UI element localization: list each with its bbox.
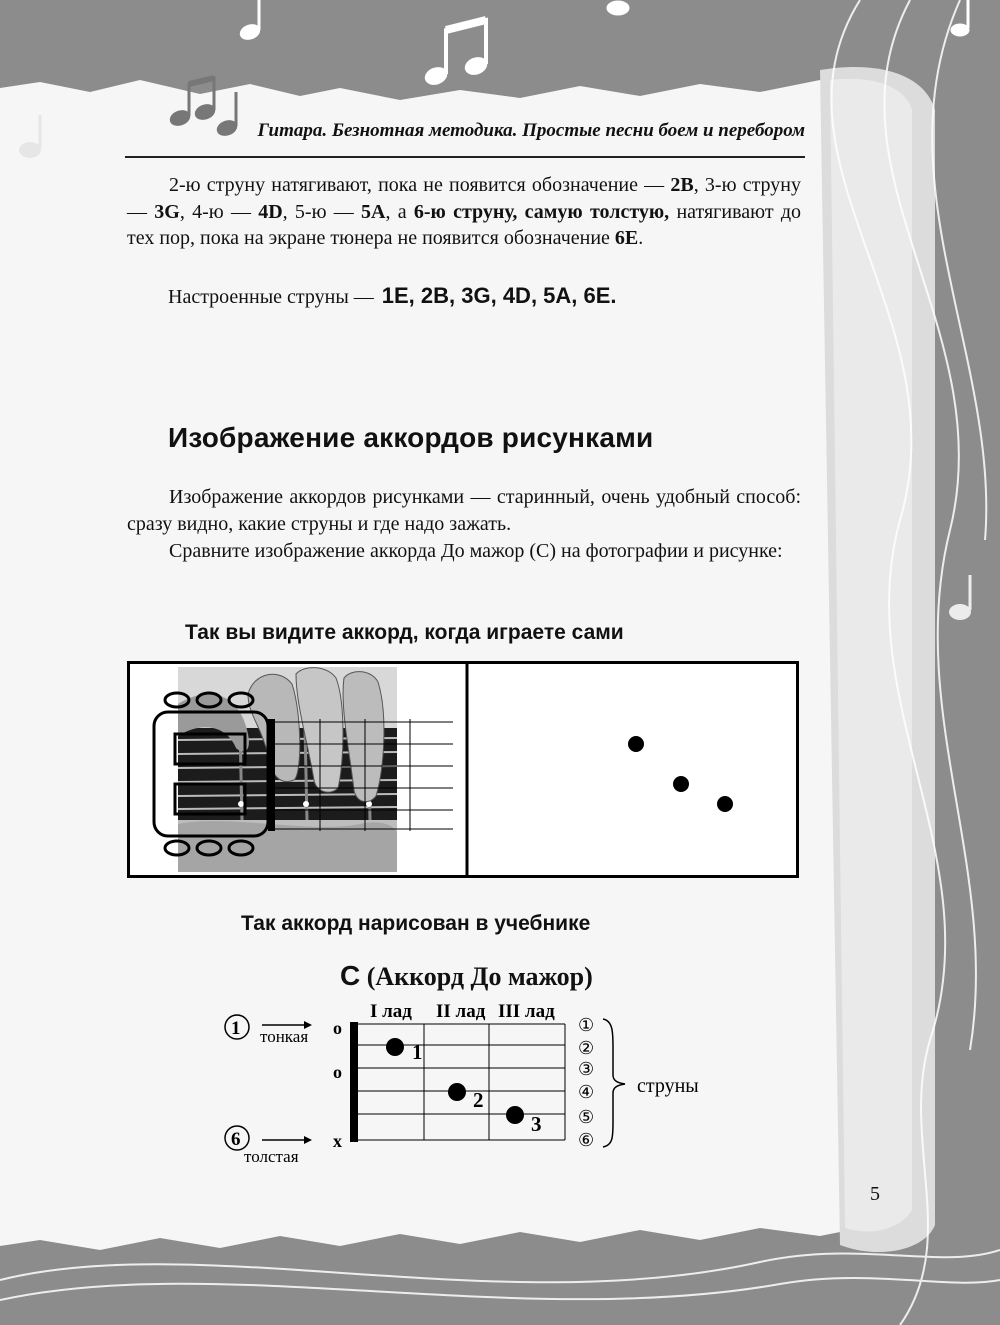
chord-title-rest: (Аккорд До мажор) xyxy=(360,962,593,991)
tuned-strings-label: Настроенные струны — xyxy=(168,286,374,308)
chord-comparison-box xyxy=(127,661,799,878)
finger-number-2: 2 xyxy=(473,1088,484,1112)
chord-nut xyxy=(350,1022,358,1142)
page-number: 5 xyxy=(870,1183,880,1205)
head-diagram-dots xyxy=(628,736,733,812)
finger-dot-1 xyxy=(386,1038,404,1056)
string-number-5: ⑤ xyxy=(578,1107,595,1127)
caption-player-view: Так вы видите аккорд, когда играете сами xyxy=(185,621,624,644)
chord-title xyxy=(340,960,593,992)
fret-label-2: II лад xyxy=(436,1001,486,1022)
header-divider xyxy=(125,156,805,158)
open-mark-1: о xyxy=(333,1018,342,1038)
finger-dot-3 xyxy=(506,1106,524,1124)
string-number-2: ② xyxy=(578,1038,595,1058)
caption-textbook-view: Так аккорд нарисован в учебнике xyxy=(241,912,591,935)
string-thick-label: толстая xyxy=(244,1147,299,1166)
mute-mark-6: х xyxy=(333,1131,342,1151)
finger-number-1: 1 xyxy=(412,1040,423,1064)
string-number-3: ③ xyxy=(578,1059,595,1079)
string-number-1: ① xyxy=(578,1015,595,1035)
strings-label: струны xyxy=(637,1075,699,1097)
section-paragraph-1: Изображение аккордов рисунками — старинный, очень удобный способ: сразу видно, какие струны и где надо зажать. xyxy=(127,486,801,535)
string-thick-number: 6 xyxy=(231,1129,241,1150)
chord-name: C xyxy=(340,960,361,991)
fret-label-3: III лад xyxy=(498,1001,555,1022)
fret-label-1: I лад xyxy=(370,1001,412,1022)
string-thin-number: 1 xyxy=(231,1018,241,1039)
strings-brace xyxy=(603,1019,625,1147)
section-title: Изображение аккордов рисунками xyxy=(168,422,654,453)
open-mark-2: о xyxy=(333,1062,342,1082)
tuned-strings-value: 1E, 2B, 3G, 4D, 5A, 6E. xyxy=(381,283,617,308)
string-thin-label: тонкая xyxy=(260,1027,309,1046)
finger-dot-2 xyxy=(448,1083,466,1101)
finger-number-3: 3 xyxy=(531,1112,542,1136)
tuned-strings-line xyxy=(168,283,617,309)
tuning-paragraph: 2-ю струну натягивают, пока не появится обозначение — 2B, 3-ю струну — 3G, 4-ю — 4D, 5-ю — 5A, а 6-ю струну, самую толстую, натягивают до тех пор, пока на экране тюнера не появится обозначение 6E. xyxy=(127,174,801,249)
string-number-6: ⑥ xyxy=(578,1130,595,1150)
section-paragraph-2: Сравните изображение аккорда До мажор (С) на фотографии и рисунке: xyxy=(169,540,783,562)
running-header: Гитара. Безнотная методика. Простые песни боем и перебором xyxy=(257,120,805,141)
string-number-4: ④ xyxy=(578,1082,595,1102)
chord-diagram xyxy=(200,995,760,1175)
